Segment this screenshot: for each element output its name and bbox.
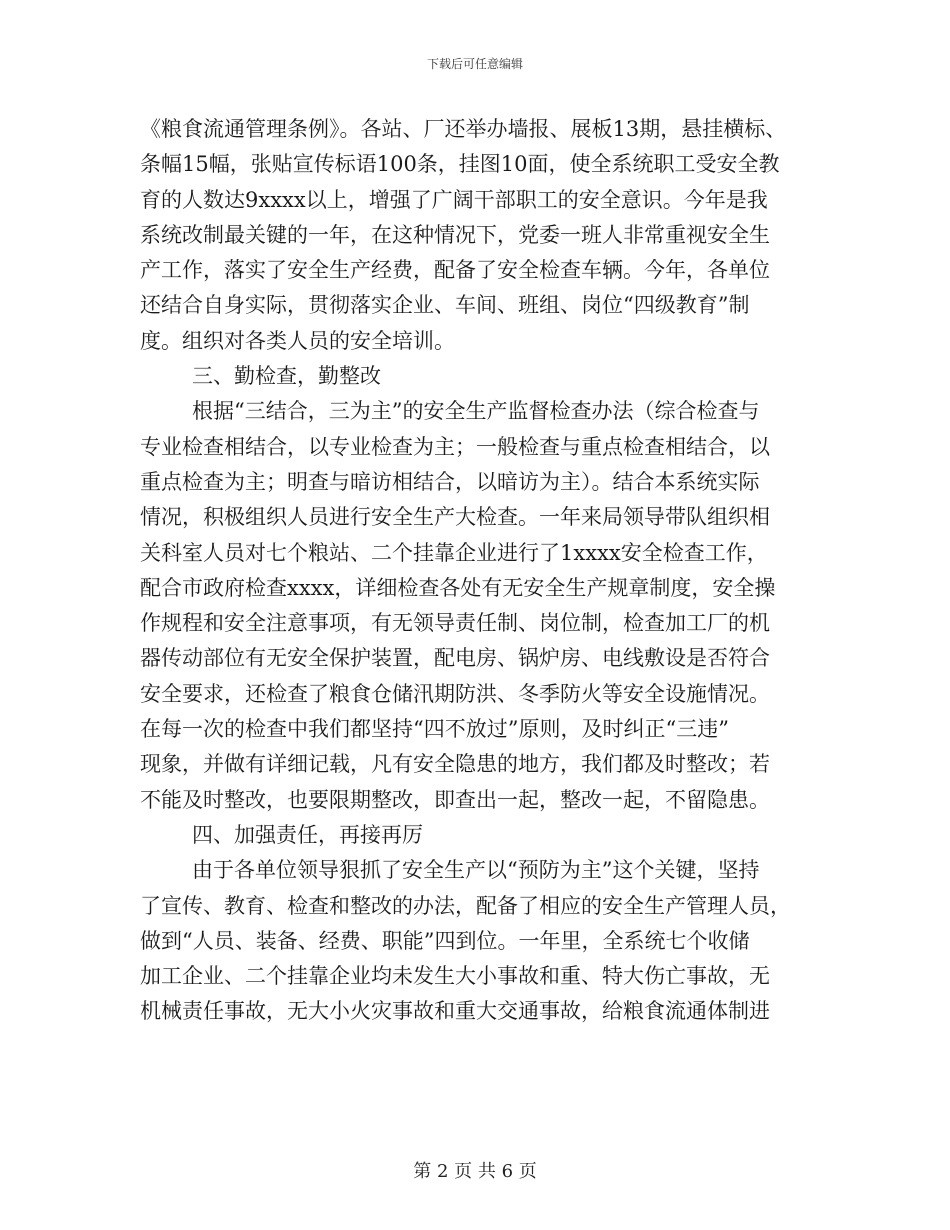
text-line: 了宣传、教育、检查和整改的办法，配备了相应的安全生产管理人员， (140, 893, 791, 918)
text-line: 在每一次的检查中我们都坚持“四不放过”原则，及时纠正“三违” (140, 717, 729, 742)
text-line: 不能及时整改，也要限期整改，即查出一起，整改一起，不留隐患。 (140, 787, 770, 812)
text-line: 机械责任事故，无大小火灾事故和重大交通事故，给粮食流通体制进 (140, 999, 770, 1024)
text-line: 配合市政府检查xxxx，详细检查各处有无安全生产规章制度，安全操 (140, 575, 776, 600)
text-line: 做到“人员、装备、经费、职能”四到位。一年里，全系统七个收储 (140, 928, 750, 953)
text-line: 条幅15幅，张贴宣传标语100条，挂图10面，使全系统职工受安全教 (140, 152, 780, 177)
text-line: 三、勤检查，勤整改 (192, 364, 381, 389)
text-line: 根据“三结合，三为主”的安全生产监督检查办法（综合检查与 (192, 399, 760, 424)
text-line: 情况，积极组织人员进行安全生产大检查。一年来局领导带队组织相 (140, 505, 770, 530)
text-line: 重点检查为主；明查与暗访相结合，以暗访为主）。结合本系统实际 (140, 469, 760, 494)
text-line: 器传动部位有无安全保护装置，配电房、锅炉房、电线敷设是否符合 (140, 646, 770, 671)
text-line: 四、加强责任，再接再厉 (192, 822, 423, 847)
header-note: 下载后可任意编辑 (426, 57, 523, 71)
text-line: 关科室人员对七个粮站、二个挂靠企业进行了1xxxx安全检查工作， (140, 540, 768, 565)
text-line: 加工企业、二个挂靠企业均未发生大小事故和重、特大伤亡事故，无 (140, 964, 770, 989)
text-line: 作规程和安全注意事项，有无领导责任制、岗位制，检查加工厂的机 (140, 611, 770, 636)
text-line: 育的人数达9xxxx以上，增强了广阔干部职工的安全意识。今年是我 (140, 187, 768, 212)
text-line: 产工作，落实了安全生产经费，配备了安全检查车辆。今年，各单位 (140, 258, 770, 283)
document-body (140, 112, 820, 1030)
text-line: 系统改制最关键的一年，在这种情况下，党委一班人非常重视安全生 (140, 222, 770, 247)
text-line: 《粮食流通管理条例》。各站、厂还举办墙报、展板13期，悬挂横标、 (140, 117, 787, 141)
text-line: 度。组织对各类人员的安全培训。 (140, 328, 455, 353)
text-line: 还结合自身实际，贯彻落实企业、车间、班组、岗位“四级教育”制 (140, 293, 750, 318)
text-line: 专业检查相结合，以专业检查为主；一般检查与重点检查相结合，以 (140, 434, 770, 459)
text-line: 由于各单位领导狠抓了安全生产以“预防为主”这个关键，坚持 (192, 858, 760, 883)
text-line: 现象，并做有详细记载，凡有安全隐患的地方，我们都及时整改；若 (140, 752, 770, 777)
page-number: 第 2 页 共 6 页 (413, 1161, 537, 1182)
text-line: 安全要求，还检查了粮食仓储汛期防洪、冬季防火等安全设施情况。 (140, 681, 770, 706)
